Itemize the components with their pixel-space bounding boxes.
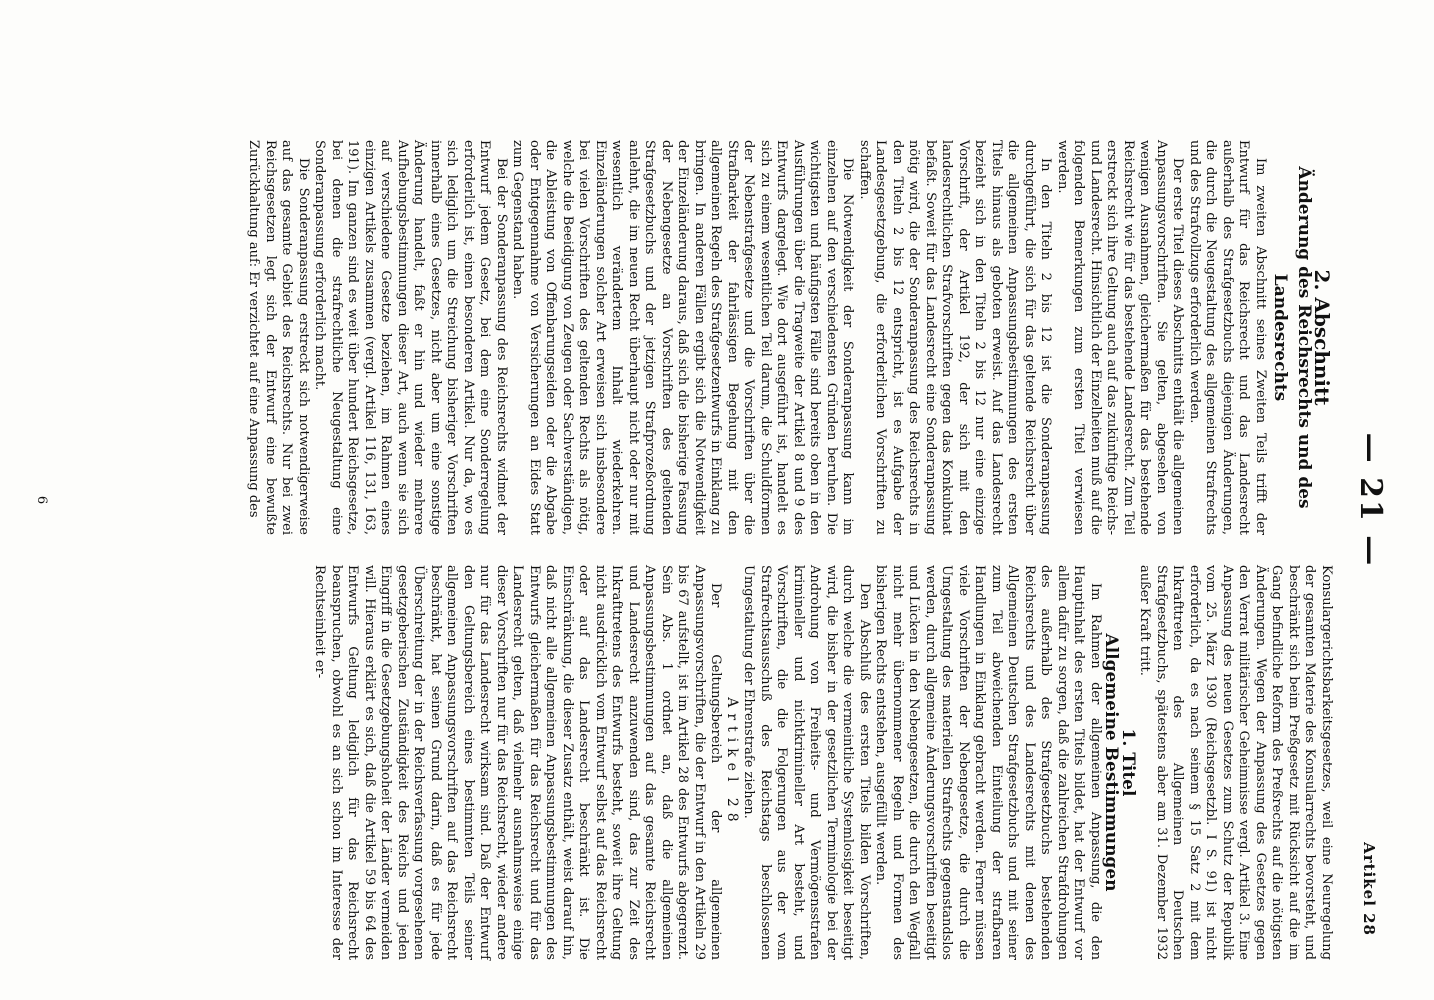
paragraph: Die Notwendigkeit der Sonderanpassung kann im einzelnen auf den verschiedensten Gründen beruhen. Die wichtigsten und häufigsten Fälle sind bereits oben in den Ausführungen über die Tragweite der Artikel 8 und 9 des Entwurfs dargelegt. Wie dort ausgeführt ist, handelt es sich zu einem wesentlichen Teil darum, die Schuldformen der Nebenstrafgesetze und die Vorschriften über die Strafbarkeit der fahrlässigen Begehung mit den allgemeinen Regeln des Strafgesetzentwurfs in Einklang zu bringen. In anderen Fällen ergibt sich die Notwendigkeit der Einzeländerung daraus, daß sich die bisherige Fassung der Nebengesetze an Vorschriften des geltenden Strafgesetzbuchs und der jetzigen Strafprozeßordnung anlehnt, die im neuen Recht überhaupt nicht oder nur mit wesentlich verändertem Inhalt wiederkehren. Einzeländerungen solcher Art erweisen sich insbesondere bei vielen Vorschriften des geltenden Rechts als nötig, welche die Beeidigung von Zeugen oder Sachverständigen, die Ableistung von Offenbarungseiden oder die Abgabe oder Entgegennahme von Versicherungen an Eides Statt zum Gegenstand haben. [510, 140, 856, 535]
article-heading: Artikel 28 [724, 697, 740, 828]
paragraph: Die Sonderanpassung erstreckt sich notwendigerweise auf das gesamte Gebiet des Reichsrechts. Nur bei zwei Reichsgesetzen legt sich der Entwurf eine bewußte Zurückhaltung auf: Er verzichtet auf eine Anpassung des [246, 140, 311, 535]
running-head: Artikel 28 [1360, 842, 1378, 936]
page-header [1348, 0, 1388, 1000]
paragraph: Bei der Sonderanpassung des Reichsrechts widmet der Entwurf jedem Gesetz, bei dem eine Sonderregelung erforderlich ist, einen besonderen Artikel. Nur da, wo es sich lediglich um die Streichung bisheriger Vorschriften innerhalb eines Gesetzes, nicht aber um eine sonstige Änderung handelt, faßt er hin und wieder mehrere Aufhebungsbestimmungen dieser Art, auch wenn sie sich auf verschiedene Gesetze beziehen, im Rahmen eines einzigen Artikels zusammen (vergl. Artikel 116, 131, 163, 191). Im ganzen sind es weit über hundert Reichsgesetze, bei denen die strafrechtliche Neugestaltung eine Sonderanpassung erforderlich macht. [312, 140, 509, 535]
paragraph: Im zweiten Abschnitt seines Zweiten Teils trifft der Entwurf für das Reichsrecht und das Landesrecht außerhalb des Strafgesetzbuchs diejenigen Änderungen, die durch die Neugestaltung des allgemeinen Strafrechts und des Strafvollzugs erforderlich werden. [1187, 140, 1268, 535]
left-column [245, 140, 1334, 535]
page-number: — 21 — [1353, 432, 1388, 568]
title-number: 1. Titel [1118, 728, 1138, 797]
paragraph: Im Rahmen der allgemeinen Anpassung, die den Hauptinhalt des ersten Titels bildet, hat der Entwurf vor allem dafür zu sorgen, daß die zahlreichen Strafdrohungen des außerhalb des Strafgesetzbuchs bestehenden Reichsrechts und des Landesrechts mit denen des Allgemeinen Deutschen Strafgesetzbuchs und mit seiner zum Teil abweichenden Einteilung der strafbaren Handlungen in Einklang gebracht werden. Ferner müssen viele Vorschriften der Nebengesetze, die durch die Umgestaltung des materiellen Strafrechts gegenstandslos werden, durch allgemeine Änderungsvorschriften beseitigt und Lücken in den Nebengesetzen, die durch den Wegfall nicht mehr übernommener Regeln und Formen des bisherigen Rechts entstehen, ausgefüllt werden. [873, 565, 1103, 960]
section-subtitle: Änderung des Reichsrechts und des Landesrechts [1270, 166, 1314, 509]
sheet-number: 6 [34, 495, 49, 505]
title-name: Allgemeine Bestimmungen [1101, 633, 1122, 892]
paragraph: Der Geltungsbereich der allgemeinen Anpassungsvorschriften, die der Entwurf in den Artikeln 29 bis 67 aufstellt, ist im Artikel 28 des Entwurfs abgegrenzt. Sein Abs. 1 ordnet an, daß die allgemeinen Anpassungsbestimmungen auf das gesamte Reichsrecht und Landesrecht anzuwenden sind, das zur Zeit des Inkrafttretens des Entwurfs besteht, soweit ihre Geltung nicht ausdrücklich vom Entwurf selbst auf das Reichsrecht oder auf das Landesrecht beschränkt ist. Die Einschränkung, die dieser Zusatz enthält, weist darauf hin, daß nicht alle allgemeinen Anpassungsbestimmungen des Entwurfs gleichermaßen für das Reichsrecht und für das Landesrecht gelten, daß vielmehr ausnahmsweise einige dieser Vorschriften nur für das Reichsrecht, wieder andere nur für das Landesrecht wirksam sind. Daß der Entwurf den Geltungsbereich eines bestimmten Teils seiner allgemeinen Anpassungsvorschriften auf das Reichsrecht beschränkt, hat seinen Grund darin, daß es für jede Überschreitung der in der Reichsverfassung vorgesehenen gesetzgeberischen Zuständigkeit des Reichs und jeden Eingriff in die Gesetzgebungshoheit der Länder vermeiden will. Hieraus erklärt es sich, daß die Artikel 59 bis 64 des Entwurfs Geltung lediglich für das Reichsrecht beanspruchen, obwohl es an sich schon im Interesse der Rechtseinheit er- [312, 565, 724, 960]
section-title: 2. Abschnitt [1310, 269, 1334, 406]
paragraph: In den Titeln 2 bis 12 ist die Sonderanpassung durchgeführt, die sich für das geltende Reichsrecht über die allgemeinen Anpassungsbestimmungen des ersten Titels hinaus als geboten erweist. Auf das Landesrecht bezieht sich in den Titeln 2 bis 12 nur eine einzige Vorschrift, der Artikel 192, der sich mit den landesrechtlichen Strafvorschriften gegen das Konkubinat befaßt. Soweit für das Landesrecht eine Sonderanpassung nötig wird, die der Sonderanpassung des Reichsrechts in den Titeln 2 bis 12 entspricht, ist es Aufgabe der Landesgesetzgebung, die erforderlichen Vorschriften zu schaffen. [857, 140, 1054, 535]
paragraph: Den Abschluß des ersten Titels bilden Vorschriften, durch welche die vermeintliche Systemlosigkeit beseitigt wird, die bisher in der gesetzlichen Terminologie bei der Androhung von Freiheits- und Vermögensstrafen krimineller und nichtkrimineller Art besteht, und Vorschriften, die die Folgerungen aus der vom Strafrechtsausschuß des Reichstags beschlossenen Umgestaltung der Ehrenstrafe ziehen. [741, 565, 872, 960]
paragraph: Der erste Titel dieses Abschnitts enthält die allgemeinen Anpassungsvorschriften. Sie gelten, abgesehen von wenigen Ausnahmen, gleichermaßen für das bestehende Reichsrecht wie für das bestehende Landesrecht. Zum Teil erstreckt sich ihre Geltung auch auf das zukünftige Reichs- und Landesrecht. Hinsichtlich der Einzelheiten muß auf die folgenden Bemerkungen zum ersten Titel verwiesen werden. [1055, 140, 1186, 535]
right-column [311, 565, 1334, 960]
paragraph: Konsulargerichtsbarkeitsgesetzes, weil eine Neuregelung der gesamten Materie des Konsularrechts bevorsteht, und beschränkt sich beim Preßgesetz mit Rücksicht auf die im Gang befindliche Reform des Preßrechts auf die nötigsten Änderungen. Wegen der Anpassung des Gesetzes gegen den Verrat militärischer Geheimnisse vergl. Artikel 3. Eine Anpassung des neuen Gesetzes zum Schutz der Republik vom 25. März 1930 (Reichsgesetzbl. I S. 91) ist nicht erforderlich, da es nach seinem § 15 Satz 2 mit dem Inkrafttreten des Allgemeinen Deutschen Strafgesetzbuchs, spätestens aber am 31. Dezember 1932 außer Kraft tritt. [1137, 565, 1334, 960]
